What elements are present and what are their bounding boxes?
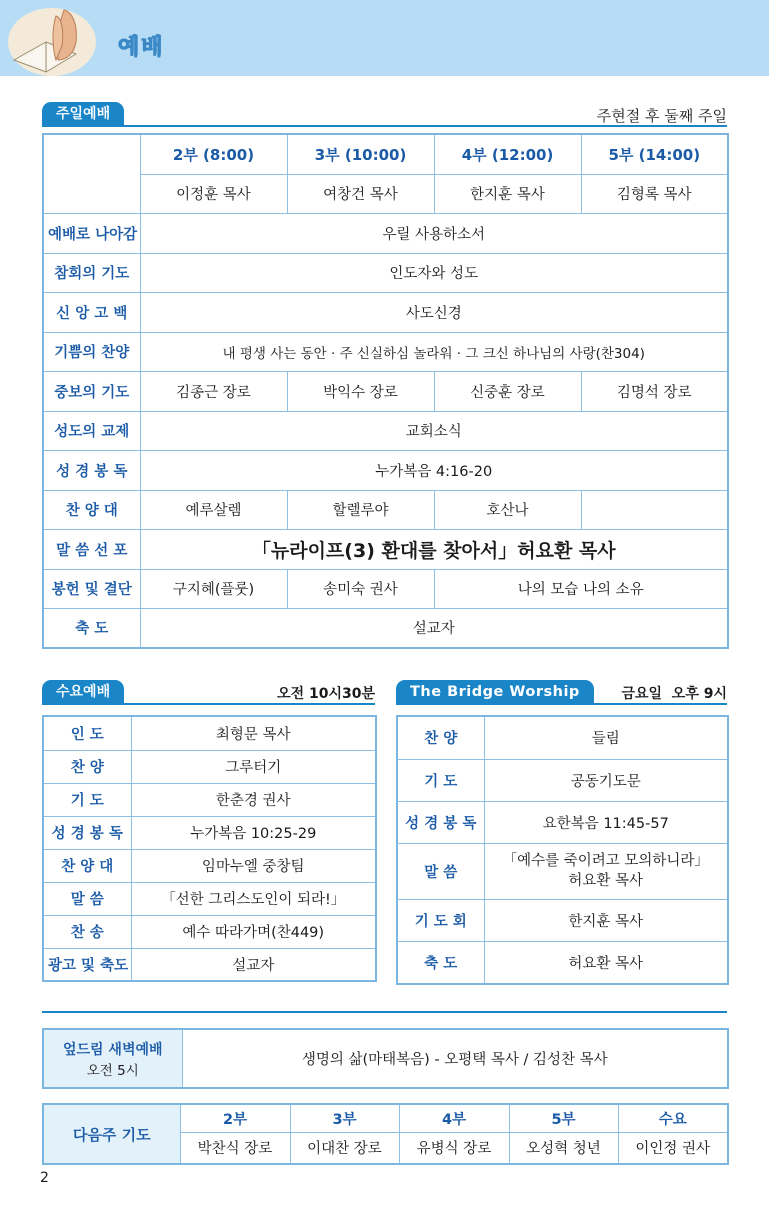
- order-value: 요한복음 11:45-57: [484, 801, 728, 843]
- page-title: 예배: [118, 35, 165, 60]
- sunday-table: [42, 133, 729, 649]
- next-prayer-name: 이대찬 장로: [290, 1132, 399, 1164]
- order-row: [43, 332, 728, 371]
- bridge-caption: 금요일 오후 9시: [621, 686, 727, 702]
- order-label: 찬 송: [43, 915, 131, 948]
- order-label: 찬 양 대: [43, 490, 140, 529]
- order-row: [43, 371, 728, 411]
- sermon-title: 「뉴라이프(3) 환대를 찾아서」허요환 목사: [140, 529, 728, 569]
- tab-sunday-worship: 주일예배: [42, 102, 124, 126]
- service-leader: 한지훈 목사: [434, 174, 581, 213]
- order-value: 나의 모습 나의 소유: [434, 569, 728, 608]
- next-prayer-head: 2부: [180, 1104, 290, 1132]
- order-row: [43, 490, 728, 529]
- next-prayer-head-row: [43, 1104, 728, 1132]
- order-row: [43, 716, 376, 750]
- bridge-table: [396, 715, 729, 985]
- order-value: 신중훈 장로: [434, 371, 581, 411]
- order-value: 임마누엘 중창팀: [131, 849, 376, 882]
- order-value: 박익수 장로: [287, 371, 434, 411]
- order-row: [397, 801, 728, 843]
- order-label: 말 씀 선 포: [43, 529, 140, 569]
- order-row: [397, 759, 728, 801]
- order-value: 우릴 사용하소서: [140, 213, 728, 253]
- order-label: 찬 양 대: [43, 849, 131, 882]
- order-row: [43, 213, 728, 253]
- order-label: 성 경 봉 독: [43, 450, 140, 490]
- order-row: [43, 529, 728, 569]
- order-value: [581, 490, 728, 529]
- next-prayer-name: 이인정 권사: [618, 1132, 728, 1164]
- next-prayer-head: 5부: [509, 1104, 618, 1132]
- order-value: 호산나: [434, 490, 581, 529]
- bible-hands-image: [6, 2, 98, 76]
- order-row: [43, 948, 376, 981]
- tab-wednesday-worship: 수요예배: [42, 680, 124, 704]
- sunday-caption: 주현절 후 둘째 주일: [596, 107, 727, 125]
- order-label: 성도의 교제: [43, 411, 140, 450]
- service-leader: 여창건 목사: [287, 174, 434, 213]
- order-label: 광고 및 축도: [43, 948, 131, 981]
- dawn-label-cell: [43, 1029, 182, 1088]
- next-prayer-table: [42, 1103, 729, 1165]
- dawn-label: 엎드림 새벽예배: [62, 1041, 163, 1058]
- order-value: 누가복음 4:16-20: [140, 450, 728, 490]
- order-value: 김명석 장로: [581, 371, 728, 411]
- order-row: [43, 569, 728, 608]
- page-number: 2: [40, 1170, 49, 1186]
- empty-corner: [43, 134, 140, 213]
- dawn-time: 오전 5시: [86, 1062, 139, 1079]
- order-label: 기쁨의 찬양: [43, 332, 140, 371]
- order-value: [484, 843, 728, 899]
- order-row: [43, 450, 728, 490]
- order-label: 참회의 기도: [43, 253, 140, 292]
- order-value: 구지혜(플룻): [140, 569, 287, 608]
- dawn-row: [43, 1029, 728, 1088]
- order-label: 예배로 나아감: [43, 213, 140, 253]
- order-row: [397, 899, 728, 941]
- section-rule: [42, 703, 375, 705]
- order-row: [43, 849, 376, 882]
- section-rule: [396, 703, 727, 705]
- order-value: 최형문 목사: [131, 716, 376, 750]
- order-value: 인도자와 성도: [140, 253, 728, 292]
- order-label: 축 도: [397, 941, 484, 984]
- header-band: [0, 0, 769, 76]
- order-value: 설교자: [131, 948, 376, 981]
- service-time: 2부 (8:00): [140, 134, 287, 174]
- order-label: 성 경 봉 독: [397, 801, 484, 843]
- order-row: [43, 608, 728, 648]
- order-value: 설교자: [140, 608, 728, 648]
- order-value: 할렐루야: [287, 490, 434, 529]
- order-value: 한지훈 목사: [484, 899, 728, 941]
- dawn-table: [42, 1028, 729, 1089]
- next-prayer-name: 박찬식 장로: [180, 1132, 290, 1164]
- order-value: 내 평생 사는 동안 · 주 신실하심 놀라워 · 그 크신 하나님의 사랑(찬304): [140, 332, 728, 371]
- order-row: [43, 915, 376, 948]
- order-label: 말 씀: [397, 843, 484, 899]
- order-value: 공동기도문: [484, 759, 728, 801]
- order-label: 축 도: [43, 608, 140, 648]
- next-prayer-name: 유병식 장로: [399, 1132, 509, 1164]
- next-prayer-name: 오성혁 청년: [509, 1132, 618, 1164]
- sermon-title: 「예수를 죽이려고 모의하니라」: [502, 853, 709, 869]
- tab-bridge-worship: The Bridge Worship: [396, 680, 594, 704]
- order-label: 말 씀: [43, 882, 131, 915]
- order-value: 사도신경: [140, 292, 728, 332]
- order-row: [43, 411, 728, 450]
- order-row: [43, 783, 376, 816]
- order-value: 한춘경 권사: [131, 783, 376, 816]
- next-prayer-head: 3부: [290, 1104, 399, 1132]
- order-value: 예수 따라가며(찬449): [131, 915, 376, 948]
- order-row: [43, 882, 376, 915]
- order-label: 성 경 봉 독: [43, 816, 131, 849]
- order-label: 중보의 기도: [43, 371, 140, 411]
- order-label: 봉헌 및 결단: [43, 569, 140, 608]
- order-row: [43, 292, 728, 332]
- next-prayer-head: 수요: [618, 1104, 728, 1132]
- order-value: 송미숙 권사: [287, 569, 434, 608]
- order-label: 찬 양: [397, 716, 484, 759]
- order-value: 김종근 장로: [140, 371, 287, 411]
- service-leader-row: [43, 174, 728, 213]
- wednesday-table: [42, 715, 377, 982]
- service-leader: 김형록 목사: [581, 174, 728, 213]
- order-value: 「선한 그리스도인이 되라!」: [131, 882, 376, 915]
- order-value: 허요환 목사: [484, 941, 728, 984]
- next-prayer-head: 4부: [399, 1104, 509, 1132]
- order-row: [43, 816, 376, 849]
- order-row: [397, 716, 728, 759]
- order-value: 그루터기: [131, 750, 376, 783]
- order-value: 교회소식: [140, 411, 728, 450]
- section-divider: [42, 1011, 727, 1013]
- service-time: 3부 (10:00): [287, 134, 434, 174]
- service-time: 4부 (12:00): [434, 134, 581, 174]
- wednesday-caption: 오전 10시30분: [277, 686, 375, 702]
- sermon-preacher: 허요환 목사: [568, 873, 644, 889]
- order-value: 누가복음 10:25-29: [131, 816, 376, 849]
- order-label: 인 도: [43, 716, 131, 750]
- order-row: [397, 843, 728, 899]
- order-label: 신 앙 고 백: [43, 292, 140, 332]
- order-row: [43, 253, 728, 292]
- dawn-value: 생명의 삶(마태복음) - 오평택 목사 / 김성찬 목사: [182, 1029, 728, 1088]
- order-value: 들림: [484, 716, 728, 759]
- order-label: 찬 양: [43, 750, 131, 783]
- next-prayer-label: 다음주 기도: [43, 1104, 180, 1164]
- order-value: 예루살렘: [140, 490, 287, 529]
- order-label: 기 도 회: [397, 899, 484, 941]
- order-label: 기 도: [397, 759, 484, 801]
- order-row: [397, 941, 728, 984]
- order-label: 기 도: [43, 783, 131, 816]
- service-time: 5부 (14:00): [581, 134, 728, 174]
- service-time-row: [43, 134, 728, 174]
- order-row: [43, 750, 376, 783]
- service-leader: 이정훈 목사: [140, 174, 287, 213]
